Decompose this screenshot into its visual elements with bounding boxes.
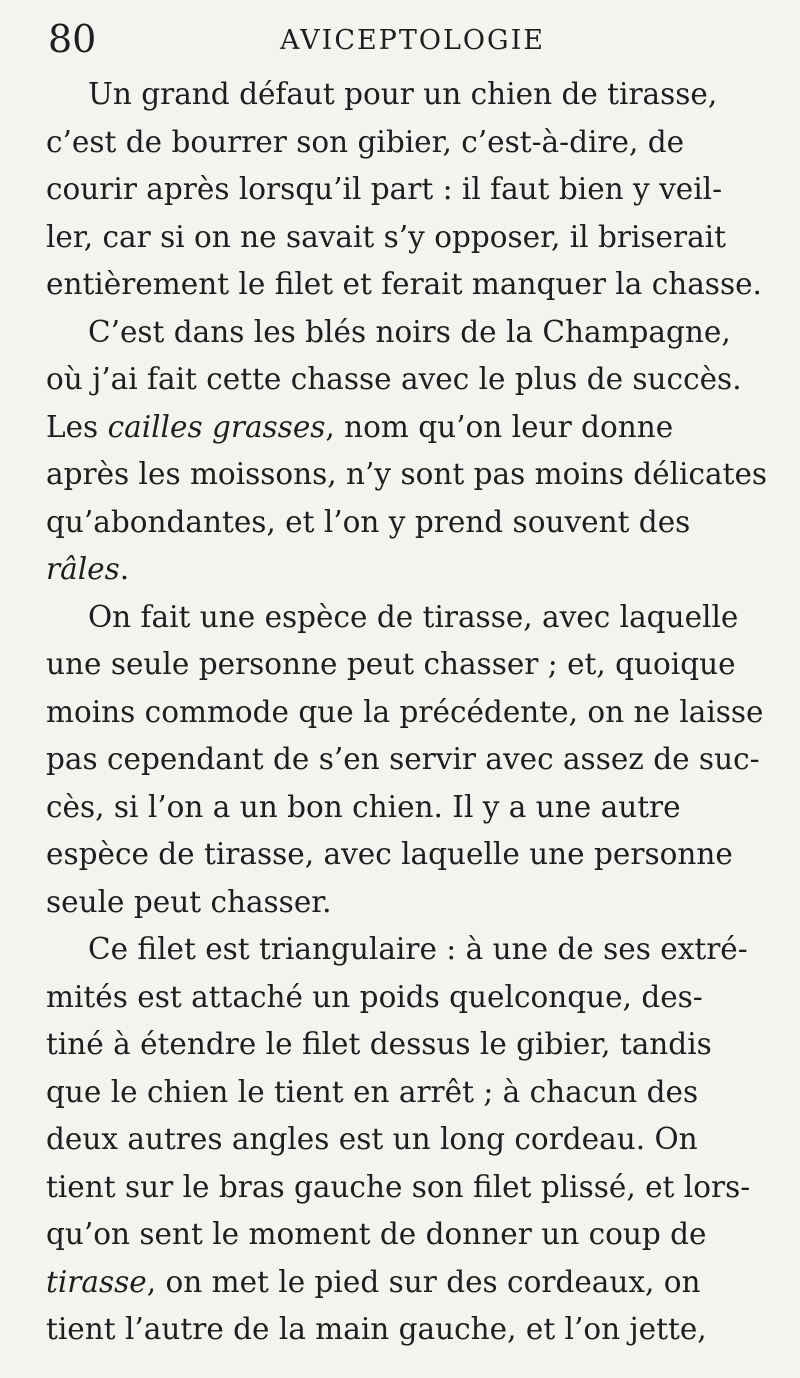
text-segment: .: [119, 552, 130, 586]
text-line: tiné à étendre le filet dessus le gibier, tandis: [46, 1027, 712, 1061]
page-number: 80: [48, 17, 97, 61]
text-line: espèce de tirasse, avec laquelle une personne: [46, 837, 733, 871]
body-text: [46, 71, 768, 1354]
text-line: que le chien le tient en arrêt ; à chacun des: [46, 1074, 699, 1109]
text-line: qu’abondantes, et l’on y prend souvent des: [46, 504, 691, 539]
text-line: [46, 1259, 768, 1307]
text-line: pas cependant de s’en servir avec assez de suc-: [46, 742, 760, 776]
text-line: tient l’autre de la main gauche, et l’on jette,: [46, 1312, 707, 1346]
text-line: entièrement le filet et ferait manquer la chasse.: [46, 267, 762, 301]
text-line: On fait une espèce de tirasse, avec laquelle: [88, 599, 739, 634]
italic-term: tirasse: [46, 1264, 147, 1299]
italic-term: cailles grasses: [107, 409, 326, 444]
text-line: seule peut chasser.: [46, 884, 332, 919]
text-line: une seule personne peut chasser ; et, quoique: [46, 647, 736, 681]
running-head: AVICEPTOLOGIE: [280, 25, 546, 56]
text-line: après les moissons, n’y sont pas moins délicates: [46, 457, 768, 491]
text-line: [46, 546, 768, 594]
text-line: mités est attaché un poids quelconque, des-: [46, 979, 703, 1014]
text-line: moins commode que la précédente, on ne laisse: [46, 694, 764, 729]
text-line: Un grand défaut pour un chien de tirasse,: [88, 77, 718, 111]
text-line: C’est dans les blés noirs de la Champagne,: [88, 314, 731, 349]
text-line: où j’ai fait cette chasse avec le plus de succès.: [46, 362, 742, 396]
text-line: deux autres angles est un long cordeau. On: [46, 1122, 698, 1156]
italic-term: râles: [46, 552, 120, 586]
text-line: [46, 404, 768, 452]
text-line: courir après lorsqu’il part : il faut bien y veil-: [46, 172, 723, 206]
text-segment: , nom qu’on leur donne: [325, 409, 674, 444]
text-segment: Les: [46, 409, 108, 444]
text-line: tient sur le bras gauche son filet plissé, et lors-: [46, 1169, 751, 1204]
text-segment: , on met le pied sur des cordeaux, on: [146, 1264, 701, 1299]
text-line: c’est de bourrer son gibier, c’est-à-dire, de: [46, 124, 685, 159]
text-line: cès, si l’on a un bon chien. Il y a une autre: [46, 789, 681, 824]
text-line: ler, car si on ne savait s’y opposer, il briserait: [46, 219, 726, 254]
text-line: qu’on sent le moment de donner un coup de: [46, 1217, 707, 1251]
text-line: Ce filet est triangulaire : à une de ses extré-: [88, 932, 748, 966]
